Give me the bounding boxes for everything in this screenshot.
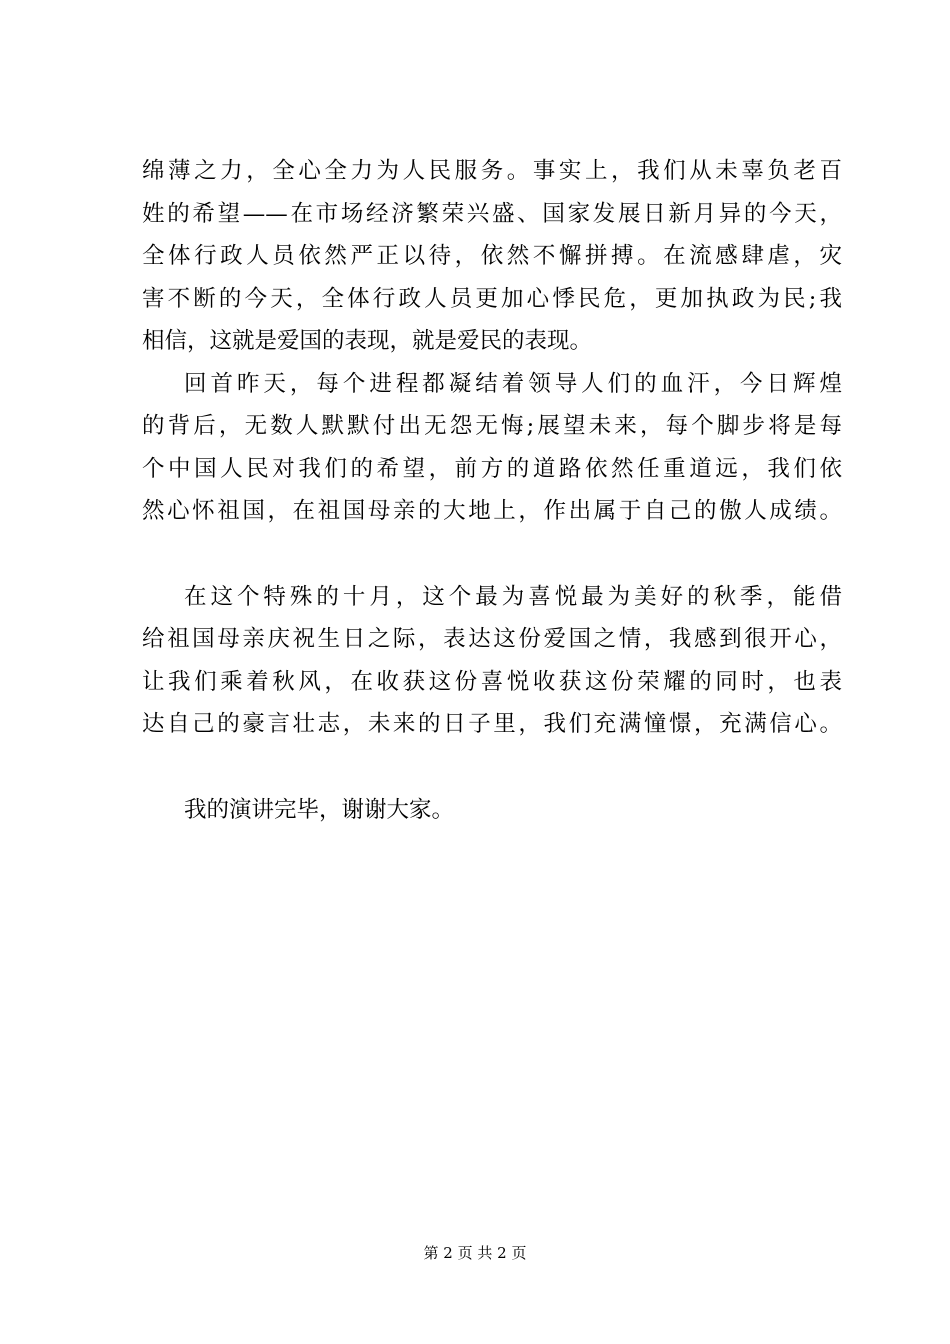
text-line: 给祖国母亲庆祝生日之际，表达这份爱国之情，我感到很开心， [142,626,842,652]
text-line: 害不断的今天，全体行政人员更加心悸民危，更加执政为民;我 [142,285,842,312]
text-line: 在这个特殊的十月，这个最为喜悦最为美好的秋季，能借 [184,583,842,610]
text-line: 姓的希望——在市场经济繁荣兴盛、国家发展日新月异的今天， [142,200,842,227]
text-line: 的背后，无数人默默付出无怨无悔;展望未来，每个脚步将是每 [142,413,842,439]
text-line: 绵薄之力，全心全力为人民服务。事实上，我们从未辜负老百 [142,158,842,184]
paragraph-3 [142,576,842,746]
document-body [142,150,842,831]
paragraph-4 [142,789,842,832]
text-line: 回首昨天，每个进程都凝结着领导人们的血汗，今日辉煌 [184,370,842,397]
page-footer [0,1243,950,1263]
paragraph-1 [142,150,842,363]
text-line: 然心怀祖国，在祖国母亲的大地上，作出属于自己的傲人成绩。 [142,498,842,524]
text-line: 全体行政人员依然严正以待，依然不懈拼搏。在流感肆虐，灾 [142,243,842,269]
paragraph-2 [142,363,842,533]
text-line: 我的演讲完毕，谢谢大家。 [184,796,455,823]
text-line: 让我们乘着秋风，在收获这份喜悦收获这份荣耀的同时，也表 [142,668,842,695]
text-line: 达自己的豪言壮志，未来的日子里，我们充满憧憬，充满信心。 [142,711,842,737]
text-line: 个中国人民对我们的希望，前方的道路依然任重道远，我们依 [142,455,842,482]
text-line: 相信，这就是爱国的表现，就是爱民的表现。 [142,328,593,354]
page-number-label: 第 2 页 共 2 页 [423,1244,527,1262]
